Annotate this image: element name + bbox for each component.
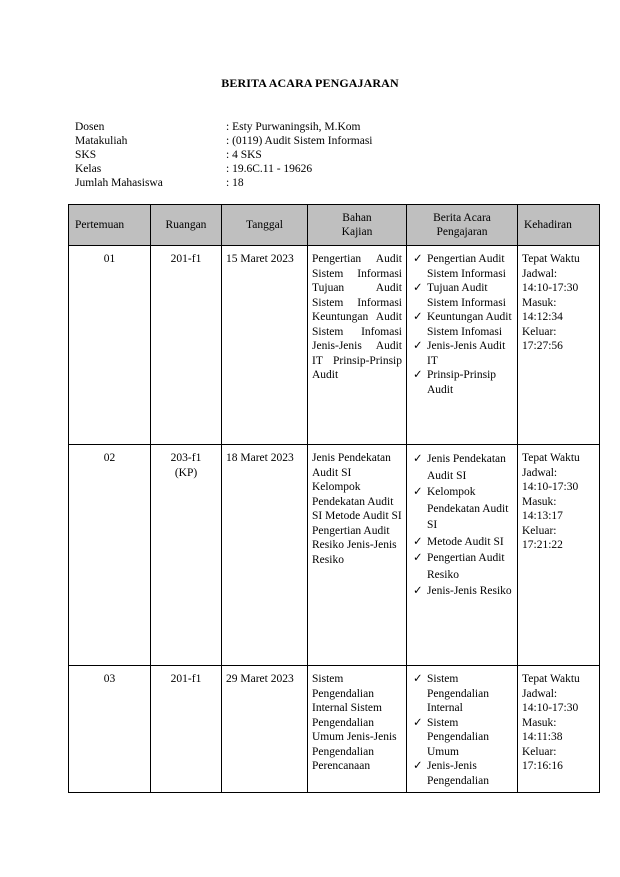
ruangan-note: (KP) [174, 466, 198, 479]
list-item-text: Jenis-Jenis Pengendalian [427, 760, 489, 787]
check-icon: ✓ [413, 760, 423, 772]
list-item-text: Kelompok Pendekatan Audit SI [427, 486, 509, 531]
list-item [411, 672, 513, 716]
list-item-text: Tujuan Audit Sistem Informasi [427, 282, 506, 309]
check-icon: ✓ [413, 369, 423, 381]
check-icon: ✓ [413, 585, 423, 597]
info-value: : 18 [226, 177, 244, 189]
info-value: : Esty Purwaningsih, M.Kom [226, 121, 361, 133]
cell-kehadiran [518, 246, 600, 445]
header-berita-acara [407, 205, 518, 246]
ruangan-code: 203-f1 [170, 452, 202, 464]
kehadiran-line: 14:12:34 [522, 311, 563, 323]
check-icon: ✓ [413, 486, 423, 498]
kehadiran-line: 14:10-17:30 [522, 282, 579, 294]
cell-berita-acara [407, 246, 518, 445]
header-tanggal: Tanggal [222, 205, 308, 246]
list-item [411, 310, 513, 339]
cell-berita-acara [407, 666, 518, 793]
list-item-text: Metode Audit SI [427, 535, 504, 548]
table-row [69, 246, 600, 445]
kehadiran-line: 17:27:56 [522, 340, 563, 352]
info-label: Jumlah Mahasiswa [75, 177, 163, 189]
kehadiran-line: Keluar: [522, 325, 557, 338]
info-label: SKS [75, 149, 97, 161]
kehadiran-line: Masuk: [522, 716, 557, 729]
kehadiran-line: 14:13:17 [522, 510, 563, 522]
checklist [411, 252, 513, 397]
check-icon: ✓ [413, 552, 423, 564]
teaching-report-table [68, 204, 600, 793]
list-item [411, 583, 513, 600]
cell-kehadiran [518, 666, 600, 793]
header-bahan-line-1: Bahan [342, 212, 372, 224]
kehadiran-line: Keluar: [522, 524, 557, 537]
info-label: Dosen [75, 121, 105, 133]
info-value: : 19.6C.11 - 19626 [226, 163, 313, 175]
info-label: Matakuliah [75, 135, 128, 147]
kehadiran-status: Tepat Waktu [522, 452, 580, 464]
kehadiran-line: Jadwal: [522, 687, 558, 700]
kehadiran-line: 14:10-17:30 [522, 702, 579, 714]
list-item [411, 368, 513, 397]
cell-pertemuan: 03 [69, 666, 151, 793]
cell-ruangan [151, 666, 222, 793]
header-berita-line-2: Pengajaran [436, 226, 488, 238]
checklist [411, 672, 513, 788]
checklist [411, 451, 513, 600]
cell-ruangan [151, 246, 222, 445]
header-kehadiran: Kehadiran [518, 205, 600, 246]
check-icon: ✓ [413, 253, 423, 265]
cell-pertemuan: 01 [69, 246, 151, 445]
list-item-text: Sistem Pengendalian Umum [427, 716, 489, 758]
info-value: : (0119) Audit Sistem Informasi [226, 135, 373, 147]
header-ruangan: Ruangan [151, 205, 222, 246]
list-item-text: Prinsip-Prinsip Audit [427, 369, 497, 396]
table-row [69, 666, 600, 793]
list-item [411, 451, 513, 484]
kehadiran-line: 14:10-17:30 [522, 481, 579, 493]
cell-bahan-kajian: Sistem Pengendalian Internal Sistem Pengendalian Umum Jenis-Jenis Pengendalian Perencanaan [308, 666, 407, 793]
list-item [411, 339, 513, 368]
ruangan-code: 201-f1 [170, 253, 202, 265]
list-item [411, 716, 513, 760]
info-value: : 4 SKS [226, 149, 262, 161]
header-bahan-line-2: Kajian [341, 226, 373, 238]
list-item [411, 759, 513, 788]
check-icon: ✓ [413, 535, 423, 548]
list-item-text: Pengertian Audit Resiko [427, 552, 505, 581]
info-row-jumlah-mahasiswa [75, 176, 373, 190]
list-item-text: Jenis Pendekatan Audit SI [427, 453, 506, 482]
header-pertemuan: Pertemuan [69, 205, 151, 246]
list-item-text: Pengertian Audit Sistem Informasi [427, 253, 506, 280]
kehadiran-line: 14:11:38 [522, 731, 563, 743]
check-icon: ✓ [413, 716, 423, 729]
kehadiran-line: Jadwal: [522, 267, 558, 280]
kehadiran-line: Masuk: [522, 495, 557, 508]
cell-tanggal: 29 Maret 2023 [222, 666, 308, 793]
header-bahan-kajian [308, 205, 407, 246]
list-item-text: Sistem Pengendalian Internal [427, 673, 489, 714]
info-row-dosen [75, 120, 373, 134]
kehadiran-line: Masuk: [522, 296, 557, 309]
check-icon: ✓ [413, 673, 423, 685]
cell-bahan-kajian: Pengertian Audit Sistem Informasi Tujuan Audit Sistem Informasi Keuntungan Audit Sistem Infomasi Jenis-Jenis Audit IT Prinsip-Prinsip Audit [308, 246, 407, 445]
kehadiran-line: 17:16:16 [522, 760, 563, 772]
kehadiran-status: Tepat Waktu [522, 673, 580, 685]
list-item-text: Jenis-Jenis Resiko [427, 585, 512, 597]
table-header-row [69, 205, 600, 246]
cell-bahan-kajian: Jenis Pendekatan Audit SI Kelompok Pendekatan Audit SI Metode Audit SI Pengertian Audit Resiko Jenis-Jenis Resiko [308, 445, 407, 666]
check-icon: ✓ [413, 340, 423, 352]
cell-pertemuan: 02 [69, 445, 151, 666]
list-item [411, 550, 513, 583]
cell-tanggal: 15 Maret 2023 [222, 246, 308, 445]
list-item [411, 281, 513, 310]
ruangan-code: 201-f1 [170, 673, 202, 685]
list-item-text: Keuntungan Audit Sistem Infomasi [427, 311, 512, 338]
check-icon: ✓ [413, 311, 423, 323]
document-title: BERITA ACARA PENGAJARAN [221, 76, 399, 90]
cell-tanggal: 18 Maret 2023 [222, 445, 308, 666]
kehadiran-line: 17:21:22 [522, 539, 563, 551]
cell-berita-acara [407, 445, 518, 666]
list-item [411, 252, 513, 281]
cell-ruangan [151, 445, 222, 666]
check-icon: ✓ [413, 282, 423, 294]
info-row-matakuliah [75, 134, 373, 148]
course-info [75, 120, 373, 190]
info-row-kelas [75, 162, 373, 176]
info-row-sks [75, 148, 373, 162]
list-item [411, 484, 513, 534]
header-berita-line-1: Berita Acara [433, 212, 491, 224]
table-row [69, 445, 600, 666]
kehadiran-status: Tepat Waktu [522, 253, 580, 265]
kehadiran-line: Keluar: [522, 745, 557, 758]
list-item-text: Jenis-Jenis Audit IT [427, 340, 506, 367]
check-icon: ✓ [413, 453, 423, 465]
list-item [411, 534, 513, 551]
cell-kehadiran [518, 445, 600, 666]
info-label: Kelas [75, 163, 102, 175]
kehadiran-line: Jadwal: [522, 466, 558, 479]
